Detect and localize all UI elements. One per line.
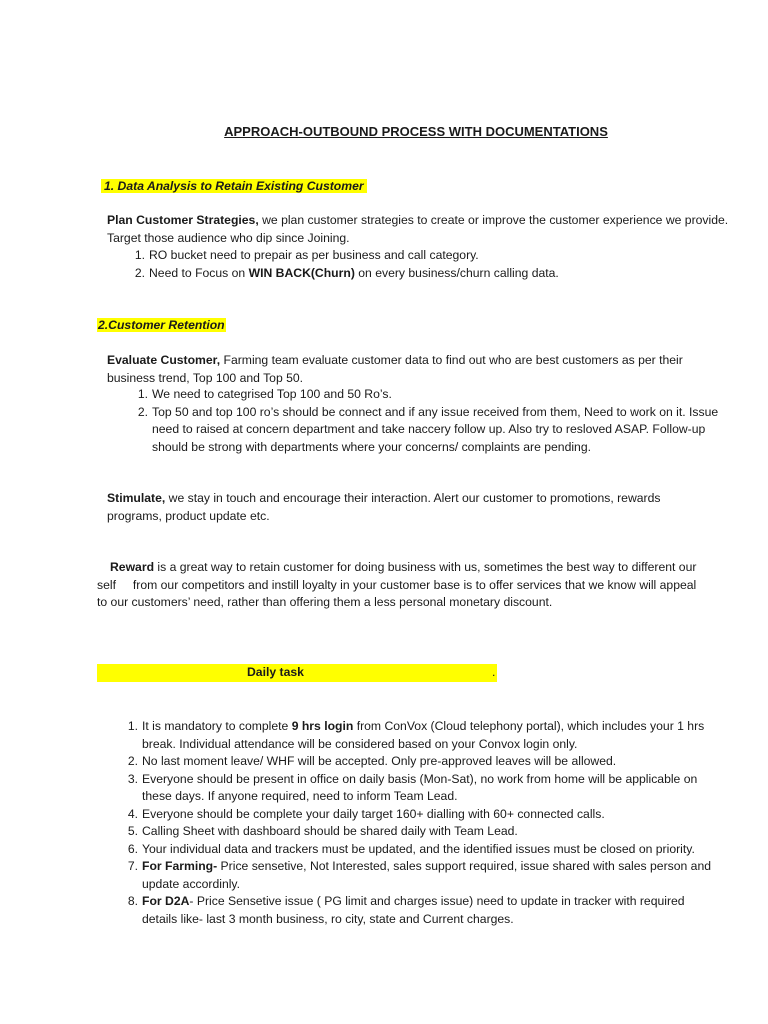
evaluate-customer-line2: business trend, Top 100 and Top 50. [107, 370, 304, 385]
list-item-text: break. Individual attendance will be considered based on your Convox login only. [142, 736, 578, 751]
list-item [127, 771, 742, 806]
list-item-text: should be strong with departments where your concerns/ complaints are pending. [152, 439, 591, 454]
list-item-text: need to raised at concern department and take naccery follow up. Also try to resloved ASAP. Follow-up [152, 422, 706, 436]
list-number: 2. [127, 754, 138, 768]
section2-heading-text: 2.Customer Retention [98, 318, 225, 332]
list-item-text: on every business/churn calling data. [354, 265, 559, 280]
list-item [127, 858, 742, 893]
win-back-label: WIN BACK(Churn) [248, 265, 355, 280]
list-number: 1. [137, 387, 148, 401]
list-number: 2. [137, 404, 148, 419]
list-number: 4. [127, 806, 138, 821]
section1-heading-text: 1. Data Analysis to Retain Existing Customer [101, 179, 367, 193]
plan-strategies-text: we plan customer strategies to create or improve the customer experience we provide. [258, 213, 729, 227]
section2-heading [97, 317, 226, 335]
list-number: 1. [127, 719, 138, 733]
list-item [137, 386, 718, 404]
list-item-text: Top 50 and top 100 ro’s should be connect and if any issue received from them, Need to work on it. Issue [152, 404, 719, 419]
list-item [127, 753, 742, 771]
section2-lead [107, 352, 683, 387]
list-item-text: from ConVox (Cloud telephony portal), which includes your 1 hrs [353, 719, 705, 733]
list-item-text: - Price Sensetive issue ( PG limit and charges issue) need to update in tracker with required [189, 894, 685, 908]
stimulate-text: we stay in touch and encourage their interaction. Alert our customer to promotions, rewards [165, 491, 661, 505]
list-item-text: Need to Focus on [149, 265, 249, 280]
list-item-text: Everyone should be complete your daily target 160+ dialling with 60+ connected calls. [142, 806, 605, 821]
list-item-text: We need to categrised Top 100 and 50 Ro’s. [152, 387, 392, 401]
list-item-text: update accordinly. [142, 876, 241, 891]
list-item [127, 893, 742, 928]
list-item-text: Everyone should be present in office on daily basis (Mon-Sat), no work from home will be applicable on [142, 771, 698, 786]
list-item-text: Price sensetive, Not Interested, sales support required, issue shared with sales person and [217, 859, 712, 873]
daily-task-list [127, 718, 742, 928]
list-number: 6. [127, 841, 138, 856]
evaluate-customer-text: Farming team evaluate customer data to find out who are best customers as per their [220, 353, 683, 367]
list-number: 3. [127, 771, 138, 786]
list-item-text: Calling Sheet with dashboard should be shared daily with Team Lead. [142, 824, 518, 838]
for-farming-label: For Farming- [142, 859, 218, 873]
section1-lead [107, 212, 728, 247]
list-number: 2. [134, 265, 145, 280]
section2-list [137, 386, 719, 456]
reward-paragraph [97, 559, 696, 612]
plan-strategies-line2: Target those audience who dip since Joining. [107, 230, 350, 245]
list-item-text: details like- last 3 month business, ro city, state and Current charges. [142, 911, 514, 926]
list-number: 8. [127, 894, 138, 908]
list-item [134, 247, 559, 265]
section1-heading [101, 178, 367, 196]
reward-line2: self from our competitors and instill loyalty in your customer base is to offer services that we know will appeal [97, 577, 697, 592]
list-item [127, 718, 742, 753]
reward-label: Reward [110, 560, 155, 574]
for-d2a-label: For D2A [142, 894, 190, 908]
reward-line3: to our customers’ need, rather than offering them a less personal monetary discount. [97, 595, 553, 609]
list-number: 1. [134, 248, 145, 262]
list-item-text: RO bucket need to prepair as per business and call category. [149, 248, 479, 262]
list-item [137, 404, 719, 457]
plan-strategies-label: Plan Customer Strategies, [107, 213, 259, 227]
stimulate-line2: programs, product update etc. [107, 508, 270, 523]
daily-task-heading: Daily task [247, 665, 304, 679]
stimulate-paragraph [107, 490, 660, 525]
evaluate-customer-label: Evaluate Customer, [107, 353, 221, 367]
list-number: 5. [127, 824, 138, 838]
login-hours-label: 9 hrs login [291, 719, 354, 733]
section1-list [134, 247, 559, 282]
list-number: 7. [127, 859, 138, 873]
list-item-text: It is mandatory to complete [142, 719, 292, 733]
list-item [134, 265, 559, 283]
list-item [127, 823, 742, 841]
daily-task-dot: . [492, 665, 496, 679]
document-title: APPROACH-OUTBOUND PROCESS WITH DOCUMENTATIONS [224, 124, 608, 139]
reward-text: is a great way to retain customer for doing business with us, sometimes the best way to different our [154, 560, 697, 574]
list-item [127, 806, 742, 824]
list-item [127, 841, 742, 859]
stimulate-label: Stimulate, [107, 491, 166, 505]
list-item-text: these days. If anyone required, need to inform Team Lead. [142, 789, 458, 803]
list-item-text: No last moment leave/ WHF will be accepted. Only pre-approved leaves will be allowed. [142, 754, 617, 768]
list-item-text: Your individual data and trackers must be updated, and the identified issues must be closed on priority. [142, 841, 695, 856]
